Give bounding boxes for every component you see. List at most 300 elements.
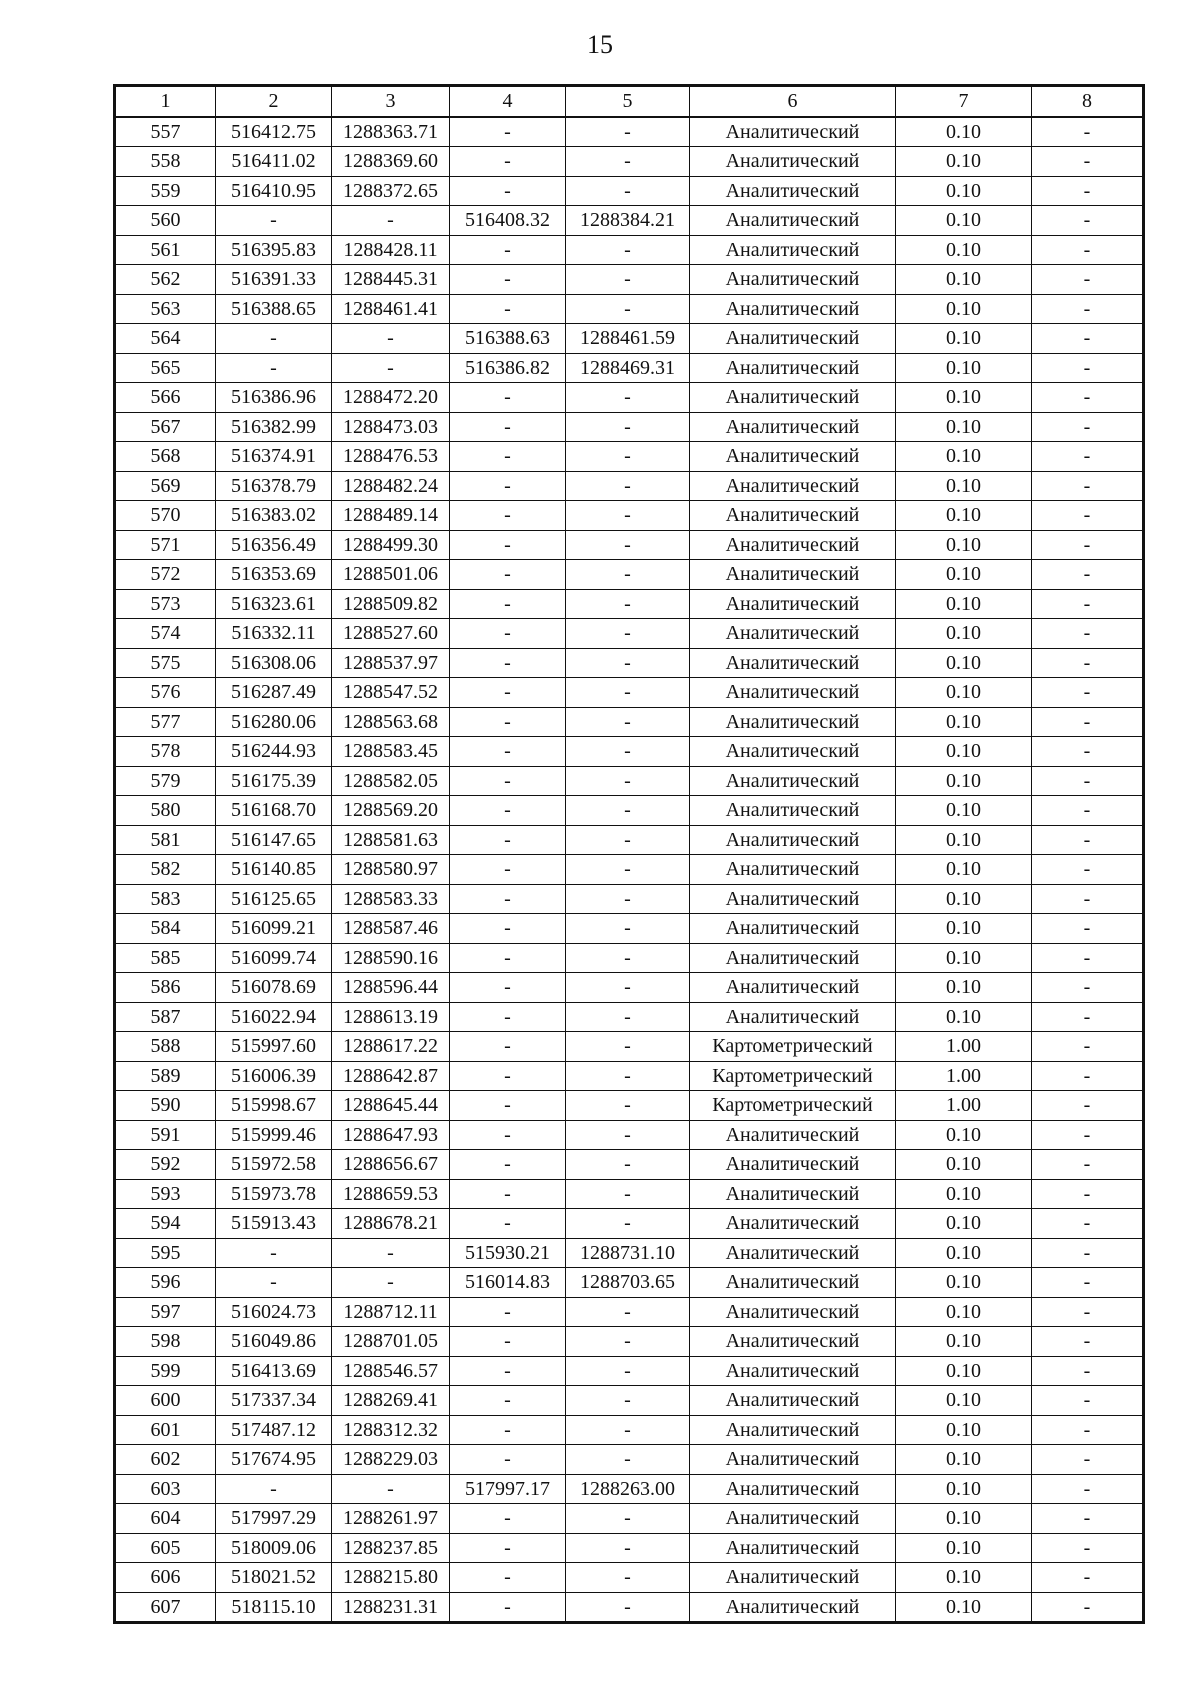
cell-method: Аналитический xyxy=(690,1150,896,1180)
cell-coord-x: 515998.67 xyxy=(216,1091,332,1121)
cell-point-number: 557 xyxy=(116,117,216,147)
cell-coord-x: 516006.39 xyxy=(216,1061,332,1091)
column-header-2: 2 xyxy=(216,87,332,117)
cell-point-number: 595 xyxy=(116,1238,216,1268)
cell-method: Аналитический xyxy=(690,825,896,855)
table-row xyxy=(116,678,1143,708)
cell-note: - xyxy=(1032,294,1143,324)
cell-coord-x-new: - xyxy=(450,147,566,177)
cell-method: Аналитический xyxy=(690,1120,896,1150)
cell-coord-y-new: - xyxy=(566,1415,690,1445)
cell-coord-y: 1288583.33 xyxy=(332,884,450,914)
cell-accuracy: 0.10 xyxy=(896,619,1032,649)
table-row xyxy=(116,1415,1143,1445)
cell-coord-y-new: - xyxy=(566,1061,690,1091)
cell-accuracy: 1.00 xyxy=(896,1091,1032,1121)
cell-point-number: 575 xyxy=(116,648,216,678)
cell-point-number: 607 xyxy=(116,1592,216,1622)
table-header xyxy=(116,87,1143,117)
cell-point-number: 592 xyxy=(116,1150,216,1180)
table-row xyxy=(116,766,1143,796)
cell-point-number: 591 xyxy=(116,1120,216,1150)
cell-coord-x: 516391.33 xyxy=(216,265,332,295)
cell-coord-x: 515972.58 xyxy=(216,1150,332,1180)
cell-coord-x-new: - xyxy=(450,1592,566,1622)
cell-coord-y-new: - xyxy=(566,1504,690,1534)
cell-point-number: 589 xyxy=(116,1061,216,1091)
cell-method: Аналитический xyxy=(690,1002,896,1032)
cell-accuracy: 0.10 xyxy=(896,1327,1032,1357)
cell-method: Аналитический xyxy=(690,117,896,147)
cell-point-number: 585 xyxy=(116,943,216,973)
column-header-3: 3 xyxy=(332,87,450,117)
cell-coord-x-new: - xyxy=(450,1327,566,1357)
cell-coord-y: 1288489.14 xyxy=(332,501,450,531)
cell-coord-y-new: - xyxy=(566,796,690,826)
cell-method: Аналитический xyxy=(690,1386,896,1416)
cell-coord-x-new: - xyxy=(450,973,566,1003)
cell-method: Аналитический xyxy=(690,855,896,885)
cell-coord-y: 1288509.82 xyxy=(332,589,450,619)
cell-coord-y: 1288269.41 xyxy=(332,1386,450,1416)
cell-point-number: 605 xyxy=(116,1533,216,1563)
cell-coord-x-new: - xyxy=(450,1563,566,1593)
cell-coord-x: 516382.99 xyxy=(216,412,332,442)
cell-method: Аналитический xyxy=(690,412,896,442)
cell-point-number: 596 xyxy=(116,1268,216,1298)
cell-coord-x-new: - xyxy=(450,1032,566,1062)
table-row xyxy=(116,1179,1143,1209)
cell-point-number: 558 xyxy=(116,147,216,177)
table-row xyxy=(116,412,1143,442)
cell-accuracy: 0.10 xyxy=(896,1386,1032,1416)
cell-method: Аналитический xyxy=(690,796,896,826)
cell-note: - xyxy=(1032,1356,1143,1386)
cell-note: - xyxy=(1032,147,1143,177)
cell-coord-x: 516024.73 xyxy=(216,1297,332,1327)
cell-coord-x-new: - xyxy=(450,884,566,914)
cell-method: Картометрический xyxy=(690,1061,896,1091)
cell-coord-x: 516099.74 xyxy=(216,943,332,973)
cell-coord-y-new: 1288469.31 xyxy=(566,353,690,383)
table-row xyxy=(116,1002,1143,1032)
cell-method: Аналитический xyxy=(690,324,896,354)
cell-coord-x-new: - xyxy=(450,766,566,796)
cell-coord-x: 516395.83 xyxy=(216,235,332,265)
table-row xyxy=(116,1563,1143,1593)
cell-accuracy: 0.10 xyxy=(896,973,1032,1003)
cell-coord-x-new: - xyxy=(450,235,566,265)
cell-method: Аналитический xyxy=(690,1504,896,1534)
cell-coord-y: 1288461.41 xyxy=(332,294,450,324)
cell-coord-y-new: - xyxy=(566,737,690,767)
cell-note: - xyxy=(1032,471,1143,501)
cell-coord-x-new: - xyxy=(450,648,566,678)
cell-coord-x-new: - xyxy=(450,294,566,324)
cell-coord-y-new: - xyxy=(566,589,690,619)
cell-coord-y-new: - xyxy=(566,914,690,944)
cell-coord-x: 516168.70 xyxy=(216,796,332,826)
table-row xyxy=(116,1120,1143,1150)
cell-coord-y-new: - xyxy=(566,678,690,708)
table-row xyxy=(116,825,1143,855)
table-row xyxy=(116,147,1143,177)
cell-coord-x-new: 515930.21 xyxy=(450,1238,566,1268)
cell-note: - xyxy=(1032,1415,1143,1445)
cell-accuracy: 0.10 xyxy=(896,766,1032,796)
table-row xyxy=(116,943,1143,973)
cell-point-number: 572 xyxy=(116,560,216,590)
cell-coord-x: 516323.61 xyxy=(216,589,332,619)
cell-point-number: 567 xyxy=(116,412,216,442)
table-row xyxy=(116,1356,1143,1386)
cell-coord-y: 1288596.44 xyxy=(332,973,450,1003)
cell-coord-y: - xyxy=(332,324,450,354)
cell-note: - xyxy=(1032,1445,1143,1475)
cell-coord-x: 518009.06 xyxy=(216,1533,332,1563)
cell-coord-y-new: - xyxy=(566,1297,690,1327)
cell-coord-y-new: - xyxy=(566,560,690,590)
cell-point-number: 590 xyxy=(116,1091,216,1121)
cell-point-number: 588 xyxy=(116,1032,216,1062)
table-row xyxy=(116,1091,1143,1121)
cell-coord-x: 516049.86 xyxy=(216,1327,332,1357)
cell-accuracy: 0.10 xyxy=(896,412,1032,442)
cell-method: Аналитический xyxy=(690,1327,896,1357)
table-row xyxy=(116,796,1143,826)
table-row xyxy=(116,530,1143,560)
table-row xyxy=(116,442,1143,472)
cell-accuracy: 0.10 xyxy=(896,117,1032,147)
cell-coord-y: 1288501.06 xyxy=(332,560,450,590)
cell-coord-x-new: - xyxy=(450,383,566,413)
cell-accuracy: 0.10 xyxy=(896,914,1032,944)
cell-accuracy: 0.10 xyxy=(896,855,1032,885)
header-row xyxy=(116,87,1143,117)
cell-coord-x: - xyxy=(216,206,332,236)
cell-coord-y: 1288580.97 xyxy=(332,855,450,885)
cell-coord-x: 516374.91 xyxy=(216,442,332,472)
cell-coord-x-new: 516386.82 xyxy=(450,353,566,383)
cell-coord-y-new: - xyxy=(566,825,690,855)
cell-coord-y: 1288473.03 xyxy=(332,412,450,442)
cell-coord-y: 1288428.11 xyxy=(332,235,450,265)
cell-coord-y: 1288642.87 xyxy=(332,1061,450,1091)
cell-accuracy: 0.10 xyxy=(896,825,1032,855)
cell-coord-x: - xyxy=(216,353,332,383)
cell-coord-y-new: - xyxy=(566,1209,690,1239)
cell-note: - xyxy=(1032,117,1143,147)
cell-note: - xyxy=(1032,1592,1143,1622)
cell-coord-y: 1288482.24 xyxy=(332,471,450,501)
cell-note: - xyxy=(1032,206,1143,236)
cell-coord-y-new: - xyxy=(566,117,690,147)
cell-coord-y-new: 1288461.59 xyxy=(566,324,690,354)
cell-point-number: 559 xyxy=(116,176,216,206)
cell-coord-x: 517674.95 xyxy=(216,1445,332,1475)
cell-coord-y-new: - xyxy=(566,1592,690,1622)
cell-point-number: 574 xyxy=(116,619,216,649)
cell-note: - xyxy=(1032,707,1143,737)
cell-method: Аналитический xyxy=(690,353,896,383)
page-number: 15 xyxy=(587,30,613,59)
cell-method: Аналитический xyxy=(690,1563,896,1593)
cell-note: - xyxy=(1032,766,1143,796)
cell-coord-x: - xyxy=(216,1238,332,1268)
cell-note: - xyxy=(1032,530,1143,560)
cell-note: - xyxy=(1032,1297,1143,1327)
cell-accuracy: 0.10 xyxy=(896,442,1032,472)
cell-coord-y: 1288617.22 xyxy=(332,1032,450,1062)
cell-coord-y-new: - xyxy=(566,383,690,413)
cell-coord-y-new: 1288384.21 xyxy=(566,206,690,236)
cell-note: - xyxy=(1032,1533,1143,1563)
cell-point-number: 563 xyxy=(116,294,216,324)
cell-coord-x-new: - xyxy=(450,589,566,619)
cell-note: - xyxy=(1032,1474,1143,1504)
cell-accuracy: 0.10 xyxy=(896,1356,1032,1386)
cell-point-number: 584 xyxy=(116,914,216,944)
cell-coord-y: 1288647.93 xyxy=(332,1120,450,1150)
table-row xyxy=(116,1592,1143,1622)
cell-coord-x: 516386.96 xyxy=(216,383,332,413)
cell-coord-x-new: - xyxy=(450,855,566,885)
cell-coord-x: 516332.11 xyxy=(216,619,332,649)
cell-coord-x-new: - xyxy=(450,1386,566,1416)
cell-point-number: 578 xyxy=(116,737,216,767)
cell-coord-y: 1288582.05 xyxy=(332,766,450,796)
cell-note: - xyxy=(1032,1120,1143,1150)
cell-accuracy: 1.00 xyxy=(896,1061,1032,1091)
cell-accuracy: 0.10 xyxy=(896,1415,1032,1445)
cell-method: Аналитический xyxy=(690,1415,896,1445)
cell-note: - xyxy=(1032,1504,1143,1534)
cell-coord-x: 516140.85 xyxy=(216,855,332,885)
table-row xyxy=(116,1268,1143,1298)
cell-accuracy: 0.10 xyxy=(896,235,1032,265)
cell-coord-x: 517487.12 xyxy=(216,1415,332,1445)
cell-note: - xyxy=(1032,1238,1143,1268)
table-row xyxy=(116,1327,1143,1357)
cell-coord-y: 1288659.53 xyxy=(332,1179,450,1209)
cell-coord-y-new: - xyxy=(566,1002,690,1032)
cell-point-number: 606 xyxy=(116,1563,216,1593)
cell-coord-y: 1288261.97 xyxy=(332,1504,450,1534)
cell-coord-x-new: 516408.32 xyxy=(450,206,566,236)
cell-coord-y: - xyxy=(332,1474,450,1504)
cell-accuracy: 0.10 xyxy=(896,1533,1032,1563)
cell-point-number: 593 xyxy=(116,1179,216,1209)
column-header-1: 1 xyxy=(116,87,216,117)
cell-method: Аналитический xyxy=(690,589,896,619)
cell-note: - xyxy=(1032,737,1143,767)
cell-coord-x: 516099.21 xyxy=(216,914,332,944)
cell-point-number: 564 xyxy=(116,324,216,354)
cell-coord-y-new: - xyxy=(566,265,690,295)
cell-note: - xyxy=(1032,265,1143,295)
column-header-8: 8 xyxy=(1032,87,1143,117)
cell-coord-x-new: - xyxy=(450,914,566,944)
cell-coord-x: 515999.46 xyxy=(216,1120,332,1150)
cell-coord-y: 1288581.63 xyxy=(332,825,450,855)
cell-coord-x-new: - xyxy=(450,1179,566,1209)
cell-coord-x: 517337.34 xyxy=(216,1386,332,1416)
cell-method: Аналитический xyxy=(690,294,896,324)
cell-coord-x-new: 516388.63 xyxy=(450,324,566,354)
cell-accuracy: 1.00 xyxy=(896,1032,1032,1062)
cell-coord-y-new: - xyxy=(566,501,690,531)
cell-accuracy: 0.10 xyxy=(896,1150,1032,1180)
cell-coord-x: 518115.10 xyxy=(216,1592,332,1622)
cell-method: Аналитический xyxy=(690,206,896,236)
cell-note: - xyxy=(1032,825,1143,855)
cell-note: - xyxy=(1032,855,1143,885)
cell-coord-x: 516280.06 xyxy=(216,707,332,737)
cell-note: - xyxy=(1032,412,1143,442)
cell-coord-x-new: - xyxy=(450,1120,566,1150)
cell-coord-y-new: - xyxy=(566,973,690,1003)
cell-coord-y-new: - xyxy=(566,1179,690,1209)
table-row xyxy=(116,707,1143,737)
cell-coord-y: 1288215.80 xyxy=(332,1563,450,1593)
cell-method: Аналитический xyxy=(690,1297,896,1327)
cell-accuracy: 0.10 xyxy=(896,943,1032,973)
cell-accuracy: 0.10 xyxy=(896,1563,1032,1593)
cell-point-number: 603 xyxy=(116,1474,216,1504)
cell-coord-y: 1288547.52 xyxy=(332,678,450,708)
cell-coord-y: 1288701.05 xyxy=(332,1327,450,1357)
cell-coord-x: - xyxy=(216,1474,332,1504)
table-row xyxy=(116,884,1143,914)
cell-method: Аналитический xyxy=(690,235,896,265)
cell-coord-x: 516078.69 xyxy=(216,973,332,1003)
cell-accuracy: 0.10 xyxy=(896,383,1032,413)
cell-coord-y: 1288537.97 xyxy=(332,648,450,678)
cell-coord-x-new: - xyxy=(450,1533,566,1563)
cell-coord-y-new: - xyxy=(566,1120,690,1150)
cell-method: Аналитический xyxy=(690,1179,896,1209)
cell-point-number: 573 xyxy=(116,589,216,619)
cell-point-number: 571 xyxy=(116,530,216,560)
cell-coord-y: 1288231.31 xyxy=(332,1592,450,1622)
cell-coord-y: 1288546.57 xyxy=(332,1356,450,1386)
table-row xyxy=(116,383,1143,413)
cell-coord-y-new: - xyxy=(566,235,690,265)
cell-accuracy: 0.10 xyxy=(896,707,1032,737)
column-header-4: 4 xyxy=(450,87,566,117)
cell-note: - xyxy=(1032,383,1143,413)
cell-method: Аналитический xyxy=(690,383,896,413)
cell-coord-x: 516411.02 xyxy=(216,147,332,177)
cell-point-number: 583 xyxy=(116,884,216,914)
table-row xyxy=(116,265,1143,295)
cell-method: Аналитический xyxy=(690,619,896,649)
cell-point-number: 566 xyxy=(116,383,216,413)
cell-coord-x: - xyxy=(216,1268,332,1298)
cell-method: Аналитический xyxy=(690,1238,896,1268)
cell-note: - xyxy=(1032,914,1143,944)
cell-point-number: 577 xyxy=(116,707,216,737)
cell-point-number: 600 xyxy=(116,1386,216,1416)
cell-coord-y-new: - xyxy=(566,1386,690,1416)
cell-coord-y: 1288583.45 xyxy=(332,737,450,767)
cell-coord-y-new: - xyxy=(566,766,690,796)
coordinates-table xyxy=(115,86,1143,1622)
cell-coord-x: 516175.39 xyxy=(216,766,332,796)
table-row xyxy=(116,737,1143,767)
cell-method: Аналитический xyxy=(690,766,896,796)
cell-accuracy: 0.10 xyxy=(896,1504,1032,1534)
cell-coord-x-new: - xyxy=(450,943,566,973)
cell-point-number: 565 xyxy=(116,353,216,383)
cell-point-number: 569 xyxy=(116,471,216,501)
cell-method: Аналитический xyxy=(690,530,896,560)
cell-point-number: 568 xyxy=(116,442,216,472)
cell-coord-x: 516147.65 xyxy=(216,825,332,855)
table-row xyxy=(116,973,1143,1003)
cell-coord-y-new: - xyxy=(566,147,690,177)
cell-coord-y-new: - xyxy=(566,943,690,973)
cell-point-number: 602 xyxy=(116,1445,216,1475)
cell-coord-y-new: - xyxy=(566,176,690,206)
cell-coord-x: 516383.02 xyxy=(216,501,332,531)
cell-coord-x-new: - xyxy=(450,117,566,147)
cell-accuracy: 0.10 xyxy=(896,353,1032,383)
cell-note: - xyxy=(1032,1150,1143,1180)
cell-method: Аналитический xyxy=(690,1356,896,1386)
cell-coord-x: 516353.69 xyxy=(216,560,332,590)
cell-method: Аналитический xyxy=(690,943,896,973)
cell-coord-x: 516413.69 xyxy=(216,1356,332,1386)
cell-coord-x-new: - xyxy=(450,176,566,206)
cell-coord-x: 515997.60 xyxy=(216,1032,332,1062)
cell-coord-y-new: - xyxy=(566,1327,690,1357)
cell-accuracy: 0.10 xyxy=(896,530,1032,560)
cell-accuracy: 0.10 xyxy=(896,324,1032,354)
cell-coord-y: 1288712.11 xyxy=(332,1297,450,1327)
cell-method: Аналитический xyxy=(690,737,896,767)
cell-coord-y: 1288312.32 xyxy=(332,1415,450,1445)
cell-coord-x-new: - xyxy=(450,560,566,590)
cell-coord-x-new: - xyxy=(450,1445,566,1475)
cell-accuracy: 0.10 xyxy=(896,294,1032,324)
cell-coord-x-new: - xyxy=(450,1504,566,1534)
cell-accuracy: 0.10 xyxy=(896,648,1032,678)
table-row xyxy=(116,235,1143,265)
cell-method: Аналитический xyxy=(690,442,896,472)
cell-coord-y: - xyxy=(332,1268,450,1298)
cell-coord-y: 1288445.31 xyxy=(332,265,450,295)
table-row xyxy=(116,619,1143,649)
cell-coord-y-new: - xyxy=(566,884,690,914)
cell-note: - xyxy=(1032,943,1143,973)
table-row xyxy=(116,176,1143,206)
column-header-5: 5 xyxy=(566,87,690,117)
cell-coord-x-new: - xyxy=(450,678,566,708)
cell-method: Картометрический xyxy=(690,1091,896,1121)
column-header-7: 7 xyxy=(896,87,1032,117)
cell-point-number: 586 xyxy=(116,973,216,1003)
cell-coord-x-new: 516014.83 xyxy=(450,1268,566,1298)
cell-note: - xyxy=(1032,1563,1143,1593)
cell-note: - xyxy=(1032,176,1143,206)
cell-accuracy: 0.10 xyxy=(896,796,1032,826)
column-header-6: 6 xyxy=(690,87,896,117)
cell-coord-x-new: - xyxy=(450,1356,566,1386)
cell-coord-y: 1288237.85 xyxy=(332,1533,450,1563)
cell-accuracy: 0.10 xyxy=(896,589,1032,619)
cell-method: Аналитический xyxy=(690,1533,896,1563)
